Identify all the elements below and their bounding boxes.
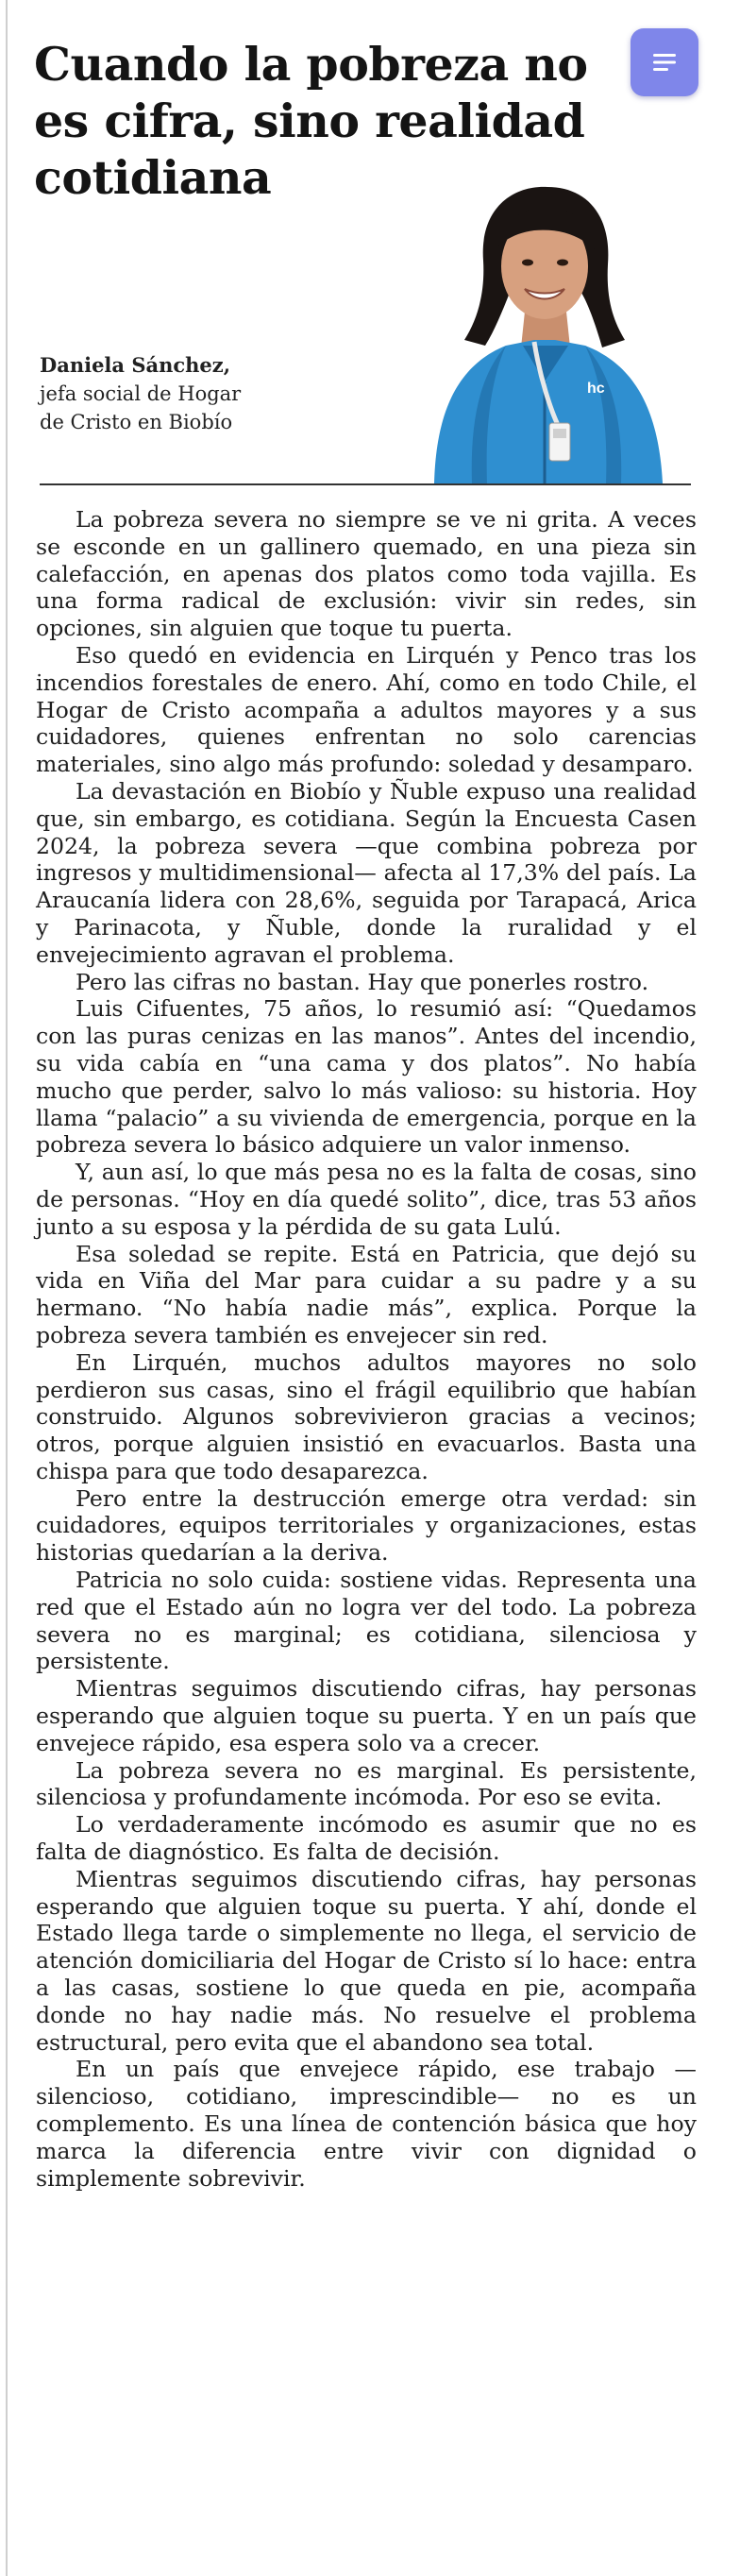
paragraph: En un país que envejece rápido, ese trabajo —silencioso, cotidiano, imprescindible— no es un complemento. Es una línea de contención básica que hoy marca la diferencia entre vivir con dignidad o simplemente sobrevivir. bbox=[36, 2056, 697, 2192]
article-body bbox=[36, 506, 697, 2192]
author-role-line-2: de Cristo en Biobío bbox=[40, 411, 233, 433]
jacket-logo: hc bbox=[587, 381, 605, 397]
paragraph: Eso quedó en evidencia en Lirquén y Penco tras los incendios forestales de enero. Ahí, como en todo Chile, el Hogar de Cristo acompaña a adultos mayores y a sus cuidadores, quienes enfrentan no solo carencias materiales, sino algo más profundo: soledad y desamparo. bbox=[36, 641, 697, 778]
author-photo bbox=[393, 179, 691, 483]
paragraph: Pero las cifras no bastan. Hay que ponerles rostro. bbox=[76, 968, 649, 995]
paragraph: En Lirquén, muchos adultos mayores no solo perdieron sus casas, sino el frágil equilibrio que habían construido. Algunos sobrevivieron gracias a vecinos; otros, porque alguien insistió en evacuarlos. Basta una chispa para que todo desaparezca. bbox=[36, 1348, 697, 1484]
menu-button[interactable] bbox=[631, 28, 698, 96]
article-title: Cuando la pobreza no es cifra, sino realidad cotidiana bbox=[34, 37, 588, 205]
paragraph: Mientras seguimos discutiendo cifras, hay personas esperando que alguien toque su puerta. Y en un país que envejece rápido, esa espera solo va a crecer. bbox=[36, 1675, 697, 1756]
menu-icon bbox=[650, 50, 679, 75]
author-role-line-1: jefa social de Hogar bbox=[40, 382, 242, 405]
paragraph: La pobreza severa no siempre se ve ni grita. A veces se esconde en un gallinero quemado, en una pieza sin calefacción, en apenas dos platos como toda vajilla. Es una forma radical de exclusión: vivir sin redes, sin opciones, sin alguien que toque tu puerta. bbox=[36, 506, 697, 642]
paragraph: Mientras seguimos discutiendo cifras, hay personas esperando que alguien toque su puerta. Y ahí, donde el Estado llega tarde o simplemente no llega, el servicio de atención domiciliaria del Hogar de Cristo sí lo hace: entra a las casas, sostiene lo que queda en pie, acompaña donde no hay nadie más. No resuelve el problema estructural, pero evita que el abandono sea total. bbox=[36, 1865, 697, 2056]
paragraph: Patricia no solo cuida: sostiene vidas. Representa una red que el Estado aún no logra ver del todo. La pobreza severa no es marginal; es cotidiana, silenciosa y persistente. bbox=[36, 1567, 697, 1675]
paragraph: La devastación en Biobío y Ñuble expuso una realidad que, sin embargo, es cotidiana. Según la Encuesta Casen 2024, la pobreza severa —que combina pobreza por ingresos y multidimensional— afecta al 17,3% del país. La Araucanía lidera con 28,6%, seguida por Tarapacá, Arica y Parinacota, y Ñuble, donde la ruralidad y el envejecimiento agravan el problema. bbox=[36, 777, 697, 968]
paragraph: Pero entre la destrucción emerge otra verdad: sin cuidadores, equipos territoriales y organizaciones, estas historias quedarían a la deriva. bbox=[36, 1484, 697, 1567]
author-byline bbox=[40, 351, 398, 436]
paragraph: Luis Cifuentes, 75 años, lo resumió así: “Quedamos con las puras cenizas en las manos”. Antes del incendio, su vida cabía en “una cama y dos platos”. No había mucho que perder, salvo lo más valioso: su historia. Hoy llama “palacio” a su vivienda de emergencia, porque en la pobreza severa lo básico adquiere un valor inmenso. bbox=[36, 995, 697, 1159]
header-divider bbox=[40, 483, 691, 485]
paragraph: Lo verdaderamente incómodo es asumir que no es falta de diagnóstico. Es falta de decisión. bbox=[36, 1811, 697, 1866]
paragraph: Y, aun así, lo que más pesa no es la falta de cosas, sino de personas. “Hoy en día quedé solito”, dice, tras 53 años junto a su esposa y la pérdida de su gata Lulú. bbox=[36, 1159, 697, 1240]
author-name: Daniela Sánchez, bbox=[40, 353, 231, 377]
page-edge-rule bbox=[6, 0, 8, 2576]
paragraph: La pobreza severa no es marginal. Es persistente, silenciosa y profundamente incómoda. Por eso se evita. bbox=[36, 1756, 697, 1811]
paragraph: Esa soledad se repite. Está en Patricia, que dejó su vida en Viña del Mar para cuidar a su padre y a su hermano. “No había nadie más”, explica. Porque la pobreza severa también es envejecer sin red. bbox=[36, 1240, 697, 1348]
